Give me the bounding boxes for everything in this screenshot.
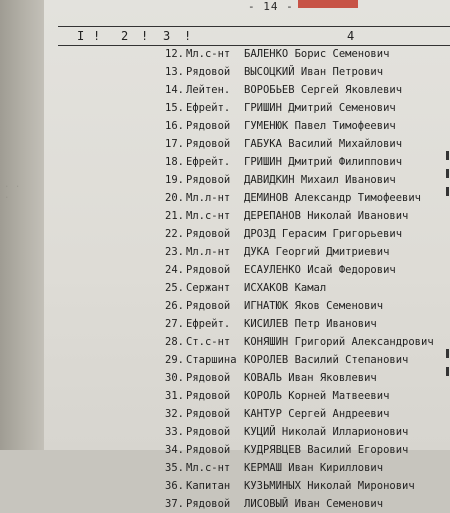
military-rank: Рядовой	[186, 300, 231, 312]
full-name: ГРИШИН Дмитрий Семенович	[244, 102, 396, 114]
entry-number: 32.	[165, 408, 184, 420]
header-top-rule	[58, 26, 450, 27]
military-rank: Лейтен.	[186, 84, 231, 96]
list-item	[0, 423, 450, 441]
entry-number: 34.	[165, 444, 184, 456]
military-rank: Рядовой	[186, 66, 231, 78]
entry-number: 16.	[165, 120, 184, 132]
military-rank: Рядовой	[186, 426, 231, 438]
list-item	[0, 261, 450, 279]
full-name: КУЦИЙ Николай Илларионович	[244, 426, 409, 438]
list-item	[0, 207, 450, 225]
entry-number: 21.	[165, 210, 184, 222]
full-name: КАНТУР Сергей Андреевич	[244, 408, 390, 420]
military-rank: Рядовой	[186, 408, 231, 420]
full-name: ИГНАТЮК Яков Семенович	[244, 300, 384, 312]
list-item	[0, 315, 450, 333]
military-rank: Ефрейт.	[186, 318, 231, 330]
list-item	[0, 387, 450, 405]
full-name: ГАБУКА Василий Михайлович	[244, 138, 403, 150]
entry-number: 37.	[165, 498, 184, 510]
column-header-4: 4	[347, 29, 355, 43]
full-name: ВЫСОЦКИЙ Иван Петрович	[244, 66, 384, 78]
entry-number: 28.	[165, 336, 184, 348]
full-name: КОНЯШИН Григорий Александрович	[244, 336, 434, 348]
full-name: БАЛЕНКО Борис Семенович	[244, 48, 390, 60]
list-item	[0, 495, 450, 513]
entry-number: 12.	[165, 48, 184, 60]
entry-number: 25.	[165, 282, 184, 294]
entry-number: 23.	[165, 246, 184, 258]
list-item	[0, 279, 450, 297]
military-rank: Рядовой	[186, 498, 231, 510]
full-name: КОВАЛЬ Иван Яковлевич	[244, 372, 377, 384]
entry-number: 27.	[165, 318, 184, 330]
edge-mark	[446, 151, 449, 160]
list-item	[0, 459, 450, 477]
entry-number: 31.	[165, 390, 184, 402]
full-name: КЕРМАШ Иван Кириллович	[244, 462, 384, 474]
list-item	[0, 81, 450, 99]
military-rank: Мл.л-нт	[186, 246, 231, 258]
full-name: ДАВИДКИН Михаил Иванович	[244, 174, 396, 186]
military-rank: Капитан	[186, 480, 231, 492]
list-item	[0, 63, 450, 81]
entry-number: 24.	[165, 264, 184, 276]
military-rank: Старшина	[186, 354, 237, 366]
list-item	[0, 171, 450, 189]
military-rank: Мл.л-нт	[186, 192, 231, 204]
full-name: КОРОЛЬ Корней Матвеевич	[244, 390, 390, 402]
entry-number: 18.	[165, 156, 184, 168]
edge-mark	[446, 367, 449, 376]
entry-number: 30.	[165, 372, 184, 384]
edge-mark	[446, 169, 449, 178]
list-item	[0, 405, 450, 423]
bleed-through-text: . . .	[4, 180, 21, 201]
full-name: КУЗЬМИНЫХ Николай Миронович	[244, 480, 415, 492]
list-item	[0, 351, 450, 369]
full-name: ИСХАКОВ Камал	[244, 282, 327, 294]
military-rank: Ефрейт.	[186, 156, 231, 168]
full-name: ДУКА Георгий Дмитриевич	[244, 246, 390, 258]
column-header-1: I	[77, 29, 85, 43]
list-item	[0, 117, 450, 135]
list-item	[0, 441, 450, 459]
list-item	[0, 99, 450, 117]
full-name: КИСИЛЕВ Петр Иванович	[244, 318, 377, 330]
military-rank: Рядовой	[186, 174, 231, 186]
column-header-3: 3	[163, 29, 171, 43]
edge-mark	[446, 187, 449, 196]
military-rank: Рядовой	[186, 228, 231, 240]
entry-number: 26.	[165, 300, 184, 312]
entry-number: 22.	[165, 228, 184, 240]
list-item	[0, 225, 450, 243]
military-rank: Рядовой	[186, 444, 231, 456]
entry-number: 13.	[165, 66, 184, 78]
military-rank: Рядовой	[186, 372, 231, 384]
full-name: КОРОЛЕВ Василий Степанович	[244, 354, 409, 366]
full-name: ГРИШИН Дмитрий Филиппович	[244, 156, 403, 168]
list-item	[0, 45, 450, 63]
full-name: КУДРЯВЦЕВ Василий Егорович	[244, 444, 409, 456]
list-item	[0, 243, 450, 261]
entry-number: 14.	[165, 84, 184, 96]
column-separator-3: !	[184, 29, 192, 43]
entry-number: 35.	[165, 462, 184, 474]
full-name: ВОРОБЬЕВ Сергей Яковлевич	[244, 84, 403, 96]
full-name: ДРОЗД Герасим Григорьевич	[244, 228, 403, 240]
entry-number: 17.	[165, 138, 184, 150]
column-separator-2: !	[141, 29, 149, 43]
list-item	[0, 477, 450, 495]
military-rank: Мл.с-нт	[186, 48, 231, 60]
list-item	[0, 369, 450, 387]
edge-mark	[446, 349, 449, 358]
full-name: ЛИСОВЫЙ Иван Семенович	[244, 498, 384, 510]
column-separator-1: !	[93, 29, 101, 43]
list-item	[0, 135, 450, 153]
full-name: ЕСАУЛЕНКО Исай Федорович	[244, 264, 396, 276]
entry-number: 15.	[165, 102, 184, 114]
list-item	[0, 189, 450, 207]
full-name: ГУМЕНЮК Павел Тимофеевич	[244, 120, 396, 132]
entry-number: 36.	[165, 480, 184, 492]
entry-number: 29.	[165, 354, 184, 366]
entry-number: 33.	[165, 426, 184, 438]
military-rank: Ефрейт.	[186, 102, 231, 114]
list-item	[0, 333, 450, 351]
military-rank: Рядовой	[186, 138, 231, 150]
page-number: - 14 -	[248, 0, 294, 13]
list-item	[0, 297, 450, 315]
red-stamp-mark	[298, 0, 358, 8]
military-rank: Рядовой	[186, 390, 231, 402]
full-name: ДЕМИНОВ Александр Тимофеевич	[244, 192, 422, 204]
military-rank: Сержант	[186, 282, 231, 294]
list-item	[0, 153, 450, 171]
military-rank: Мл.с-нт	[186, 462, 231, 474]
entry-number: 19.	[165, 174, 184, 186]
column-header-2: 2	[121, 29, 129, 43]
military-rank: Мл.с-нт	[186, 210, 231, 222]
military-rank: Рядовой	[186, 120, 231, 132]
full-name: ДЕРЕПАНОВ Николай Иванович	[244, 210, 409, 222]
entry-number: 20.	[165, 192, 184, 204]
military-rank: Ст.с-нт	[186, 336, 231, 348]
military-rank: Рядовой	[186, 264, 231, 276]
